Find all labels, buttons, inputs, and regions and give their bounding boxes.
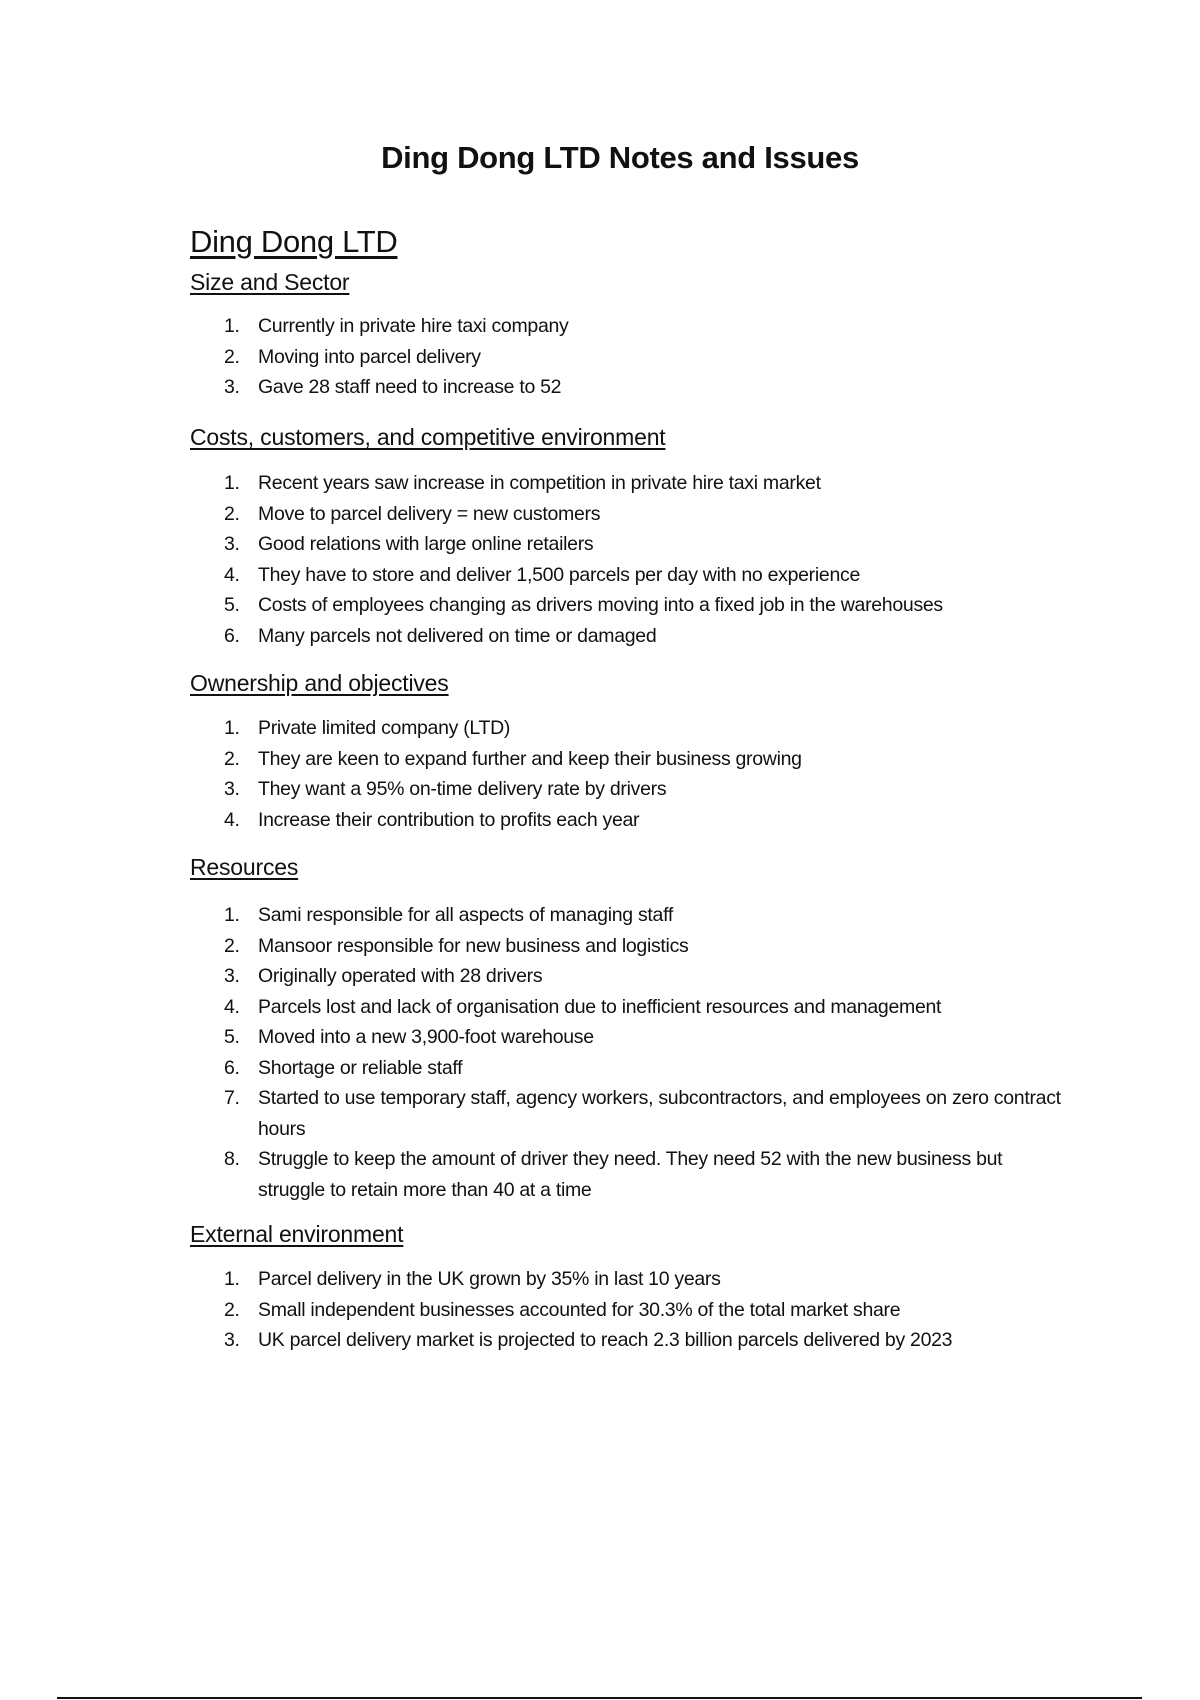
section-heading: External environment xyxy=(190,1221,404,1247)
list-item: 8. Struggle to keep the amount of driver they need. They need 52 with the new business but struggle to retain more than 40 at a time xyxy=(224,1148,1003,1201)
list-item: 1. Sami responsible for all aspects of managing staff xyxy=(224,904,673,926)
list-item: 3. Gave 28 staff need to increase to 52 xyxy=(224,376,562,398)
list-item: 5. Costs of employees changing as drivers moving into a fixed job in the warehouses xyxy=(224,594,943,616)
list-item-text: Started to use temporary staff, agency workers, subcontractors, and employees on zero contract hours xyxy=(258,1087,1061,1140)
list-item: 6. Shortage or reliable staff xyxy=(224,1056,463,1079)
list-item: 4. They have to store and deliver 1,500 parcels per day with no experience xyxy=(224,563,860,586)
company-heading: Ding Dong LTD xyxy=(190,224,398,259)
numbered-list xyxy=(190,900,1070,1205)
section-size-and-sector xyxy=(190,267,1070,403)
section-costs-customers-competition xyxy=(190,422,1070,651)
list-item-text: Shortage or reliable staff xyxy=(258,1056,463,1079)
list-item-text: Parcels lost and lack of organisation due to inefficient resources and management xyxy=(258,995,942,1018)
list-item: 3. They want a 95% on-time delivery rate by drivers xyxy=(224,778,667,800)
list-item: 3. Originally operated with 28 drivers xyxy=(224,965,543,987)
numbered-list xyxy=(190,1264,1070,1356)
list-item: 2. They are keen to expand further and keep their business growing xyxy=(224,747,802,770)
list-item-text: They have to store and deliver 1,500 parcels per day with no experience xyxy=(258,563,860,586)
list-item-text: They are keen to expand further and keep their business growing xyxy=(258,747,802,770)
list-item: 3. UK parcel delivery market is projected to reach 2.3 billion parcels delivered by 2023 xyxy=(224,1329,953,1351)
list-item: 1. Currently in private hire taxi company xyxy=(224,315,569,337)
list-item-text: They want a 95% on-time delivery rate by drivers xyxy=(258,778,667,800)
list-item-text: Many parcels not delivered on time or damaged xyxy=(258,624,657,647)
list-item-text: Originally operated with 28 drivers xyxy=(258,965,543,987)
list-item-text: Moving into parcel delivery xyxy=(258,345,481,368)
list-item-text: Small independent businesses accounted for 30.3% of the total market share xyxy=(258,1298,901,1321)
numbered-list xyxy=(190,311,1070,403)
list-item-text: Recent years saw increase in competition in private hire taxi market xyxy=(258,472,821,494)
list-item-text: Moved into a new 3,900-foot warehouse xyxy=(258,1026,594,1048)
section-heading: Resources xyxy=(190,854,299,880)
list-item-text: UK parcel delivery market is projected to reach 2.3 billion parcels delivered by 2023 xyxy=(258,1329,953,1351)
list-item-text: Gave 28 staff need to increase to 52 xyxy=(258,376,562,398)
section-external-environment xyxy=(190,1219,1070,1356)
list-item-text: Increase their contribution to profits each year xyxy=(258,808,640,831)
list-item: 3. Good relations with large online retailers xyxy=(224,533,594,555)
list-item: 1. Recent years saw increase in competition in private hire taxi market xyxy=(224,472,821,494)
list-item-text: Mansoor responsible for new business and logistics xyxy=(258,934,689,957)
list-item: 2. Mansoor responsible for new business and logistics xyxy=(224,934,689,957)
list-item: 4. Increase their contribution to profits each year xyxy=(224,808,640,831)
list-item-text: Costs of employees changing as drivers moving into a fixed job in the warehouses xyxy=(258,594,943,616)
list-item-text: Parcel delivery in the UK grown by 35% in last 10 years xyxy=(258,1268,721,1290)
section-ownership-and-objectives xyxy=(190,668,1070,835)
section-heading: Ownership and objectives xyxy=(190,670,449,696)
list-item: 2. Moving into parcel delivery xyxy=(224,345,481,368)
list-item: 2. Move to parcel delivery = new customers xyxy=(224,502,601,525)
list-item-text: Good relations with large online retailers xyxy=(258,533,594,555)
list-item: 6. Many parcels not delivered on time or damaged xyxy=(224,624,657,647)
numbered-list xyxy=(190,713,1070,835)
list-item-text: Struggle to keep the amount of driver they need. They need 52 with the new business but struggle to retain more than 40 at a time xyxy=(258,1148,1003,1201)
list-item-text: Sami responsible for all aspects of managing staff xyxy=(258,904,673,926)
list-item-text: Private limited company (LTD) xyxy=(258,717,511,739)
list-item: 4. Parcels lost and lack of organisation due to inefficient resources and management xyxy=(224,995,942,1018)
section-heading: Size and Sector xyxy=(190,269,350,295)
list-item-text: Currently in private hire taxi company xyxy=(258,315,569,337)
document-title: Ding Dong LTD Notes and Issues xyxy=(381,140,859,175)
list-item: 1. Private limited company (LTD) xyxy=(224,717,511,739)
list-item-text: Move to parcel delivery = new customers xyxy=(258,502,601,525)
numbered-list xyxy=(190,468,1070,651)
footer-divider xyxy=(57,1697,1142,1699)
section-resources xyxy=(190,852,1070,1205)
section-heading: Costs, customers, and competitive environment xyxy=(190,424,666,450)
list-item: 1. Parcel delivery in the UK grown by 35% in last 10 years xyxy=(224,1268,721,1290)
list-item: 5. Moved into a new 3,900-foot warehouse xyxy=(224,1026,594,1048)
list-item: 2. Small independent businesses accounted for 30.3% of the total market share xyxy=(224,1298,901,1321)
list-item: 7. Started to use temporary staff, agency workers, subcontractors, and employees on zero contract hours xyxy=(224,1087,1061,1140)
